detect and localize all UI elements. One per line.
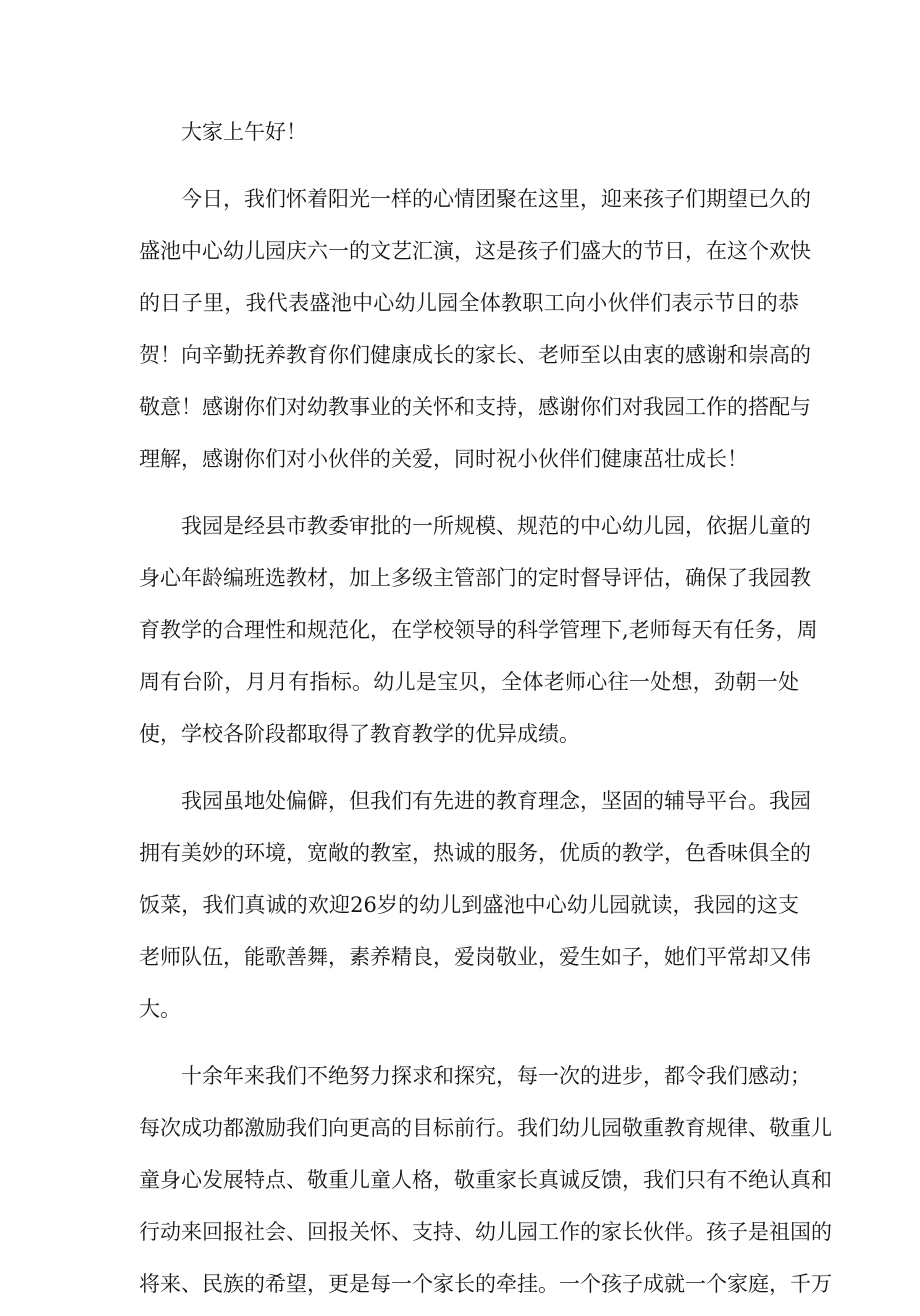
paragraph-gap (139, 766, 799, 781)
document-body (139, 112, 832, 1316)
paragraph-gap (139, 491, 799, 506)
paragraph-line: 盛池中心幼儿园庆六一的文艺汇演，这是孩子们盛大的节日，在这个欢快 (139, 239, 811, 263)
paragraph-line: 十余年来我们不绝努力探求和探究，每一次的进步，都令我们感动； (181, 1064, 811, 1088)
paragraph-line: 的日子里，我代表盛池中心幼儿园全体教职工向小伙伴们表示节日的恭 (139, 291, 799, 315)
paragraph-line: 今日，我们怀着阳光一样的心情团聚在这里，迎来孩子们期望已久的 (181, 187, 811, 211)
paragraph-line: 童身心发展特点、敬重儿童人格，敬重家长真诚反馈，我们只有不绝认真和 (139, 1168, 832, 1192)
paragraph-line: 育教学的合理性和规范化，在学校领导的科学管理下,老师每天有任务，周 (139, 618, 818, 642)
paragraph-2 (139, 506, 818, 766)
paragraph-line: 我园是经县市教委审批的一所规模、规范的中心幼儿园，依据儿童的 (181, 514, 811, 538)
paragraph-line: 行动来回报社会、回报关怀、支持、幼儿园工作的家长伙伴。孩子是祖国的 (139, 1220, 832, 1244)
paragraph-line: 身心年龄编班选教材，加上多级主管部门的定时督导评估，确保了我园教 (139, 566, 811, 590)
paragraph-gap (139, 1041, 799, 1056)
paragraph-line: 大。 (139, 997, 181, 1021)
paragraph-line: 周有台阶，月月有指标。幼儿是宝贝，全体老师心往一处想，劲朝一处 (139, 670, 799, 694)
paragraph-line: 我园虽地处偏僻，但我们有先进的教育理念，坚固的辅导平台。我园 (181, 789, 811, 813)
paragraph-line: 饭菜，我们真诚的欢迎26岁的幼儿到盛池中心幼儿园就读，我园的这支 (139, 893, 799, 917)
paragraph-line: 贺！向辛勤抚养教育你们健康成长的家长、老师至以由衷的感谢和崇高的 (139, 343, 811, 367)
paragraph-4 (139, 1056, 832, 1316)
paragraph-line: 敬意！感谢你们对幼教事业的关怀和支持，感谢你们对我园工作的搭配与 (139, 395, 811, 419)
paragraph-line: 每次成功都激励我们向更高的目标前行。我们幼儿园敬重教育规律、敬重儿 (139, 1116, 832, 1140)
paragraph-3 (139, 781, 811, 1041)
paragraph-gap (139, 164, 799, 179)
paragraph-1 (139, 179, 811, 491)
paragraph-line: 使，学校各阶段都取得了教育教学的优异成绩。 (139, 722, 580, 746)
paragraph-line: 拥有美妙的环境，宽敞的教室，热诚的服务，优质的教学，色香味俱全的 (139, 841, 811, 865)
greeting-line: 大家上午好！ (181, 120, 307, 144)
paragraph-line: 老师队伍，能歌善舞，素养精良，爱岗敬业，爱生如子，她们平常却又伟 (139, 945, 811, 969)
paragraph-line: 将来、民族的希望，更是每一个家长的牵挂。一个孩子成就一个家庭，千万 (139, 1272, 832, 1296)
paragraph-line: 理解，感谢你们对小伙伴的关爱，同时祝小伙伴们健康茁壮成长！ (139, 447, 748, 471)
